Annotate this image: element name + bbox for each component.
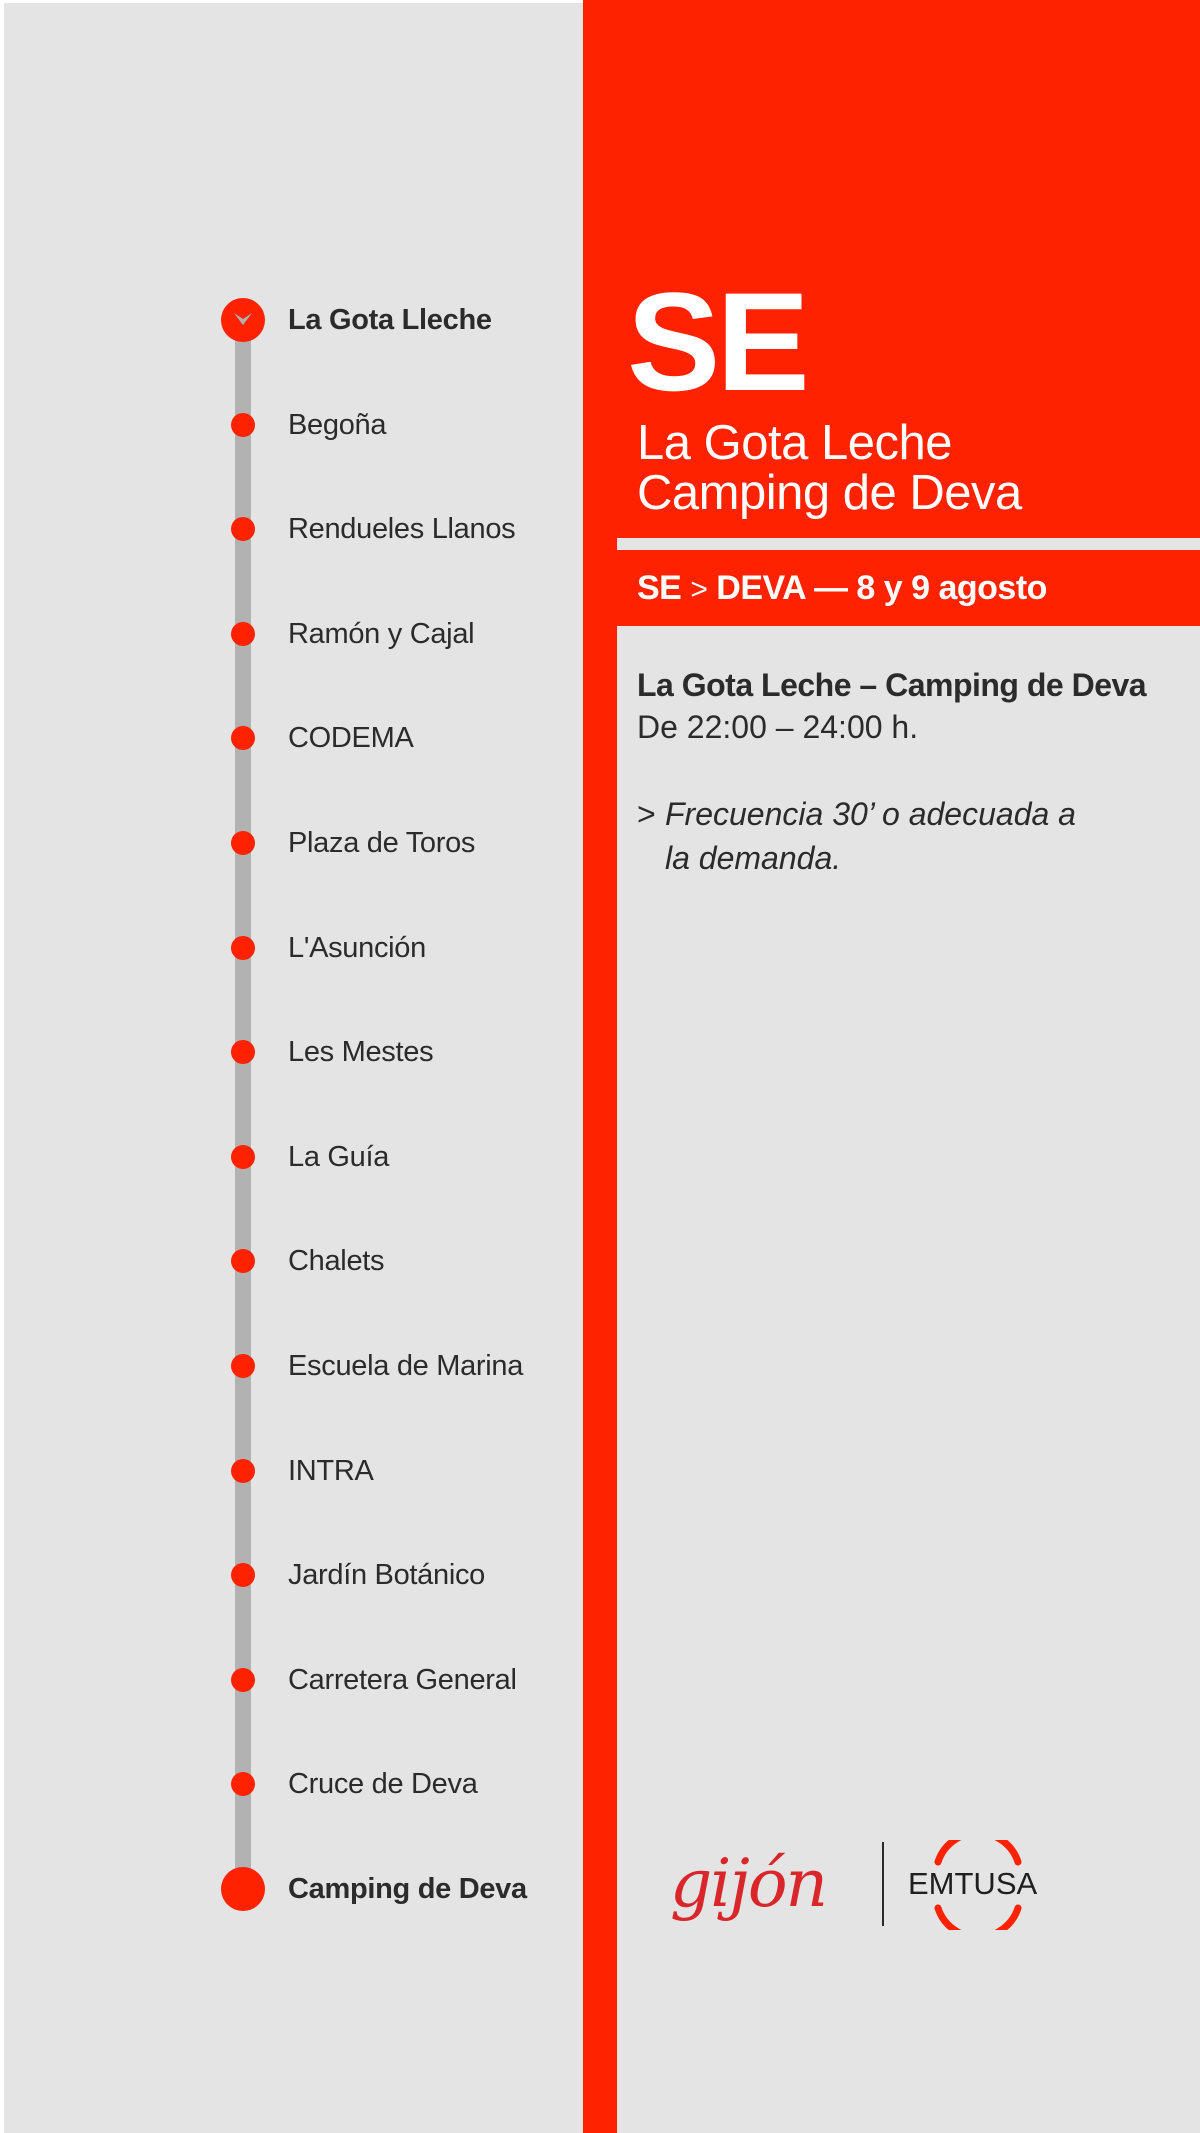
- emtusa-logo: [908, 1840, 1048, 1930]
- stop-item: [0, 614, 583, 654]
- stop-name: Jardín Botánico: [288, 1559, 486, 1591]
- route-start-icon: [221, 298, 265, 342]
- stop-name: Les Mestes: [288, 1036, 434, 1068]
- header-divider: [617, 538, 1200, 550]
- stop-item: [0, 823, 583, 863]
- stop-dot-icon: [231, 1668, 255, 1692]
- stop-name: Carretera General: [288, 1664, 517, 1696]
- emtusa-wordmark: EMTUSA: [908, 1866, 1038, 1901]
- note-marker: >: [637, 796, 656, 832]
- stop-item: [0, 1137, 583, 1177]
- stop-item: [0, 509, 583, 549]
- stop-dot-icon: [231, 1459, 255, 1483]
- stop-name: La Guía: [288, 1141, 390, 1173]
- stop-item: [0, 1764, 583, 1804]
- band-origin: SE: [637, 569, 682, 607]
- stop-dot-icon: [231, 1354, 255, 1378]
- stop-dot-icon: [231, 413, 255, 437]
- stop-item: [0, 1241, 583, 1281]
- stop-name: Camping de Deva: [288, 1873, 527, 1905]
- stop-dot-icon: [231, 831, 255, 855]
- stop-name: Plaza de Toros: [288, 827, 476, 859]
- stop-name: Escuela de Marina: [288, 1350, 524, 1382]
- stop-item: [0, 718, 583, 758]
- stop-dot-icon: [231, 936, 255, 960]
- gijon-logo: gijón: [670, 1845, 827, 1922]
- stop-item: [0, 928, 583, 968]
- stop-item: [0, 1451, 583, 1491]
- stop-dot-icon: [231, 1249, 255, 1273]
- stop-dot-icon: [231, 726, 255, 750]
- note-text: Frecuencia 30’ o adecuada a la demanda.: [665, 796, 1076, 876]
- stop-name: CODEMA: [288, 722, 414, 754]
- line-code: SE: [627, 263, 806, 420]
- line-title-destination: Camping de Deva: [637, 466, 1022, 520]
- stop-dot-icon: [231, 1563, 255, 1587]
- band-text: [637, 566, 1047, 612]
- logo-separator: [882, 1842, 884, 1926]
- stop-item: [0, 1555, 583, 1595]
- band-destination: DEVA: [716, 569, 805, 607]
- stop-name: Begoña: [288, 409, 387, 441]
- stop-name: INTRA: [288, 1455, 374, 1487]
- stop-dot-icon: [231, 1040, 255, 1064]
- stop-dot-icon: [231, 622, 255, 646]
- line-title: [637, 418, 1022, 518]
- band-dates: 8 y 9 agosto: [856, 569, 1047, 607]
- info-note: [637, 792, 1107, 880]
- stop-item: [0, 1032, 583, 1072]
- info-route-title: La Gota Leche – Camping de Deva: [637, 667, 1147, 703]
- line-title-origin: La Gota Leche: [637, 416, 952, 470]
- stop-name: Cruce de Deva: [288, 1768, 478, 1800]
- stop-item: [0, 1660, 583, 1700]
- stop-name: La Gota Lleche: [288, 304, 492, 336]
- stop-item: [0, 300, 583, 340]
- stop-item: [0, 405, 583, 445]
- stop-dot-icon: [231, 517, 255, 541]
- stop-name: Ramón y Cajal: [288, 618, 475, 650]
- stop-item: [0, 1869, 583, 1909]
- stop-item: [0, 1346, 583, 1386]
- stop-dot-icon: [231, 1145, 255, 1169]
- info-hours: De 22:00 – 24:00 h.: [637, 709, 919, 745]
- stop-name: Rendueles Llanos: [288, 513, 516, 545]
- stop-name: Chalets: [288, 1245, 385, 1277]
- band-dash: —: [813, 569, 848, 607]
- route-diagram: [0, 0, 583, 2133]
- route-end-icon: [221, 1867, 265, 1911]
- band-arrow: >: [690, 573, 708, 606]
- stop-dot-icon: [231, 1772, 255, 1796]
- logos: [670, 1836, 1090, 1936]
- stop-name: L'Asunción: [288, 932, 426, 964]
- route-line: [235, 320, 251, 1885]
